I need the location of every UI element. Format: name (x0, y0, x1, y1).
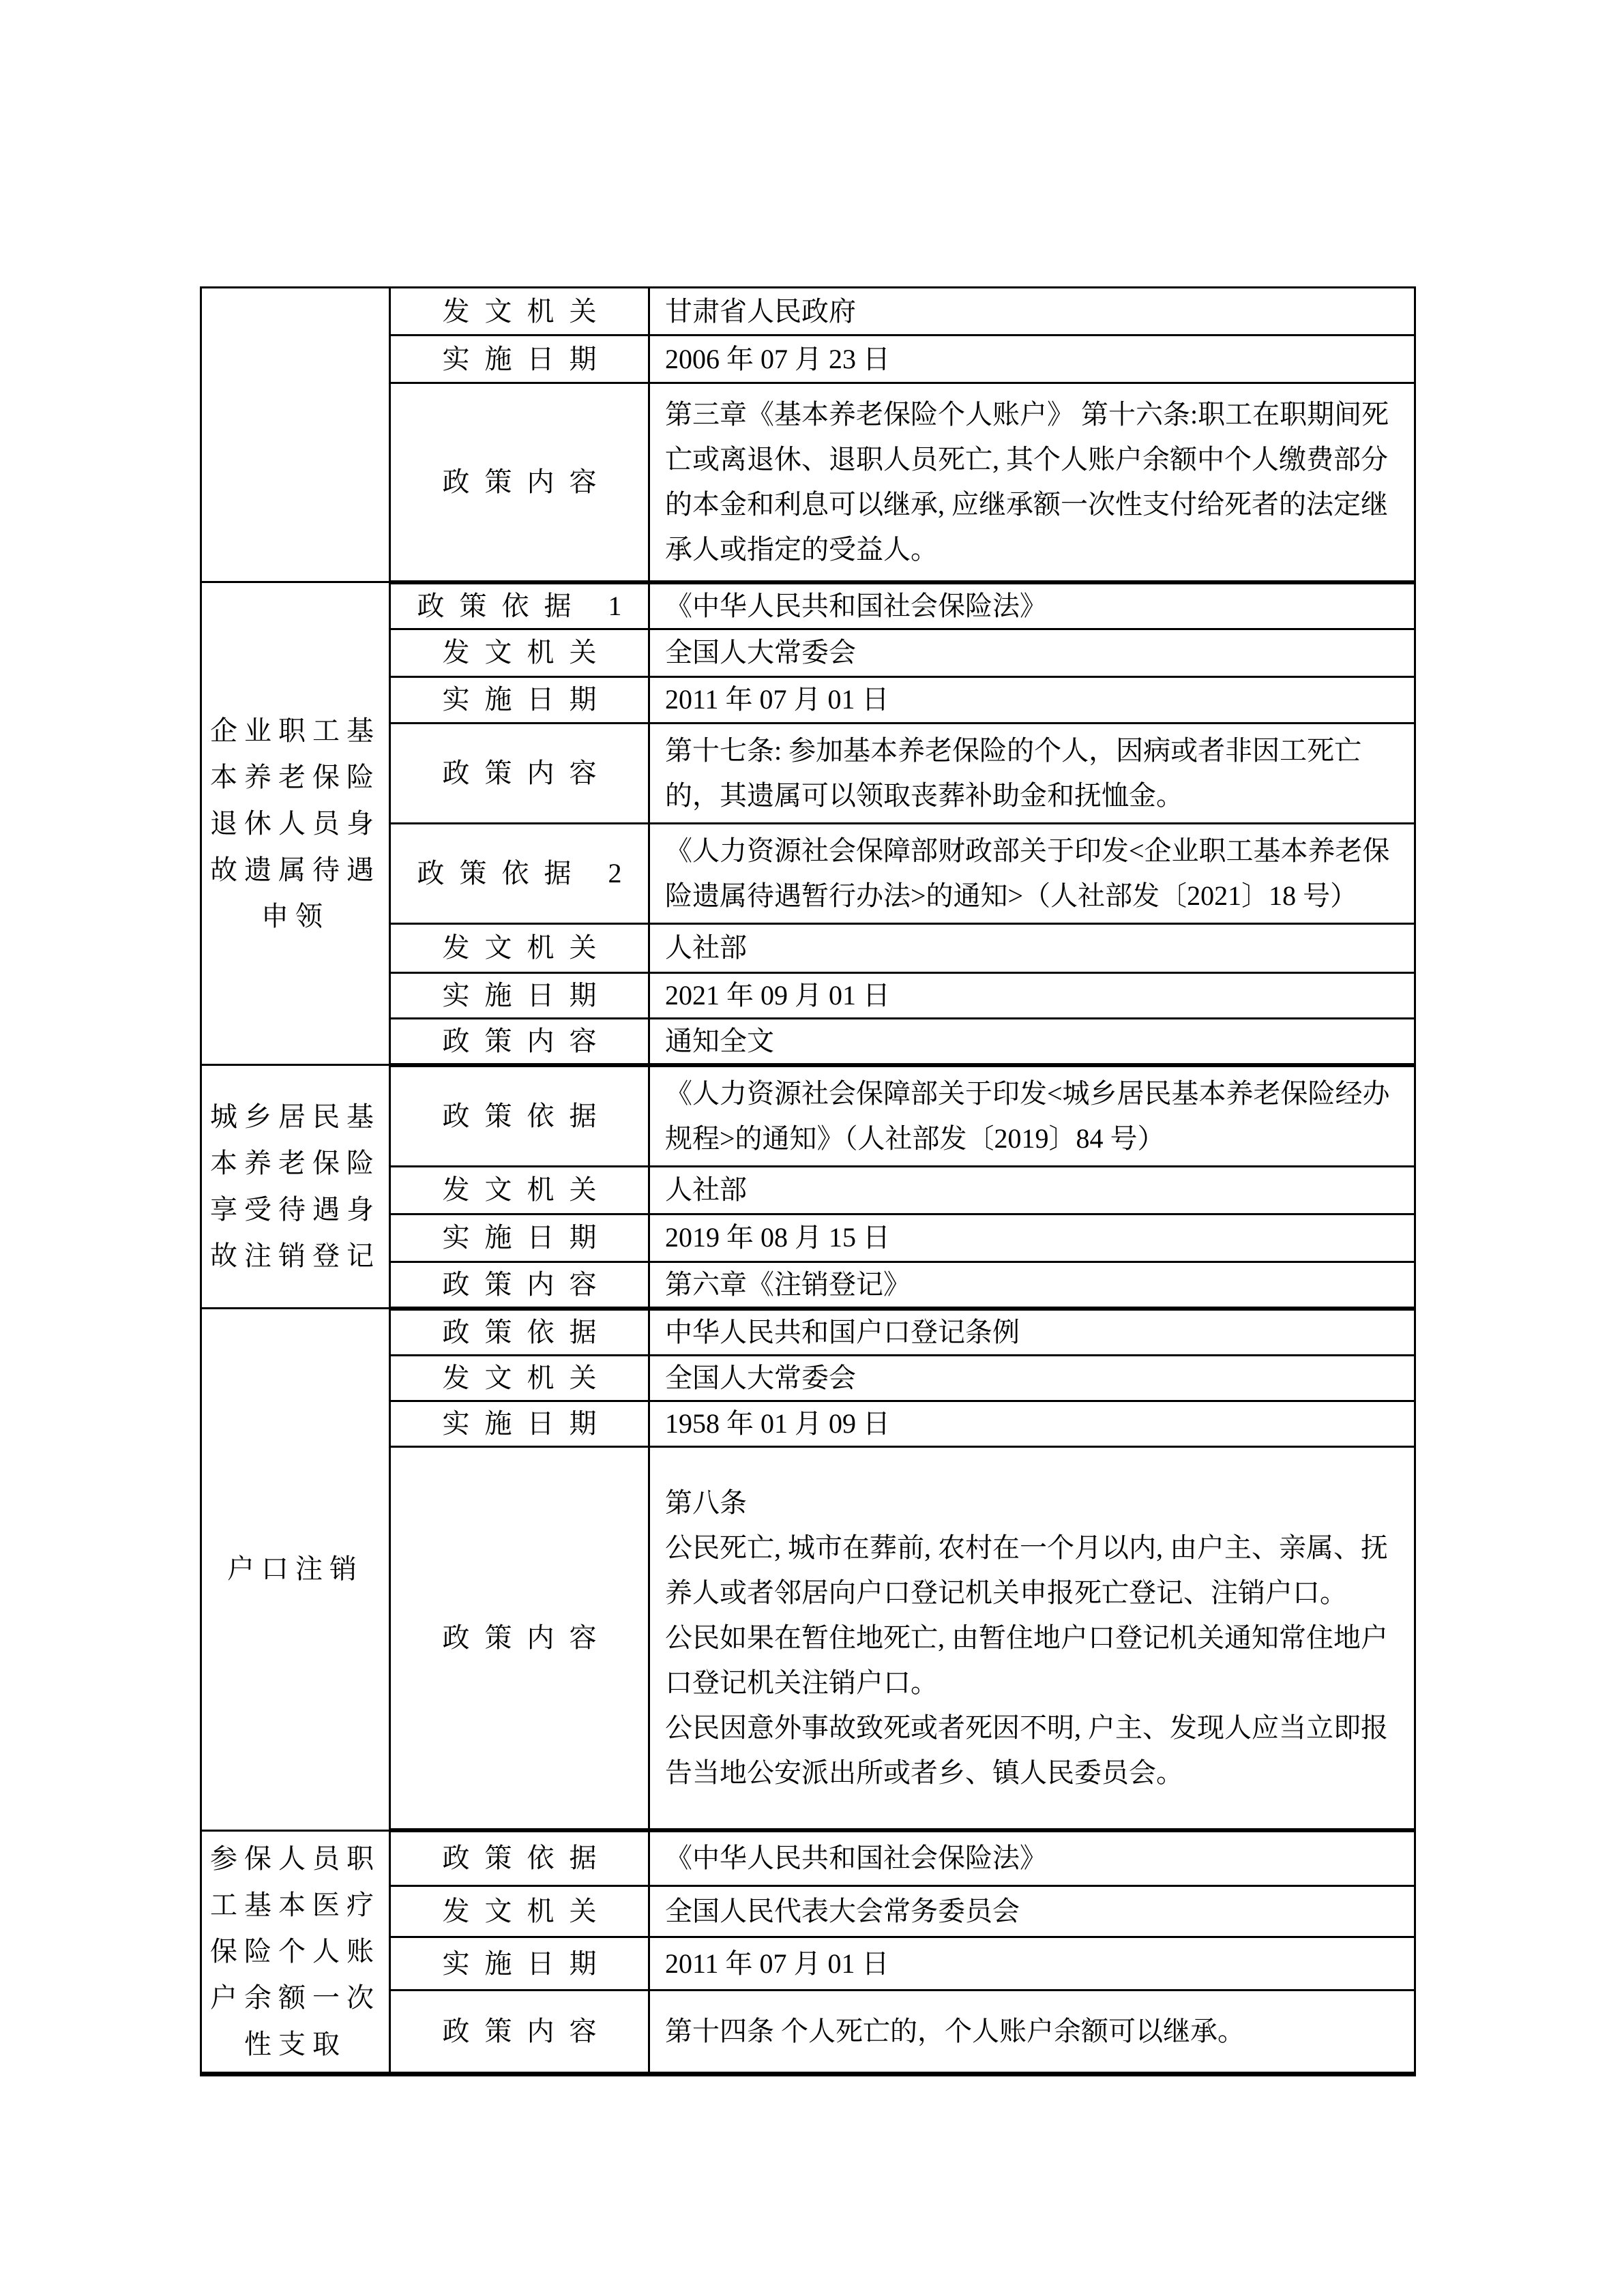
field-value-cell: 甘肃省人民政府 (649, 288, 1415, 336)
category-cell: 城乡居民基本养老保险享受待遇身故注销登记 (201, 1065, 390, 1309)
field-label-cell: 实施日期 (390, 1937, 649, 1991)
category-cell: 参保人员职工基本医疗保险个人账户余额一次性支取 (201, 1830, 390, 2074)
field-label-cell: 发文机关 (390, 629, 649, 676)
field-value-cell (649, 1446, 1415, 1830)
table-row (201, 1830, 1415, 1885)
field-value-cell: 第六章《注销登记》 (649, 1262, 1415, 1309)
field-value-cell: 第十七条: 参加基本养老保险的个人，因病或者非因工死亡的，其遗属可以领取丧葬补助金和抚恤金。 (649, 723, 1415, 823)
field-label-cell: 政策依据 2 (390, 823, 649, 923)
field-label-cell: 实施日期 (390, 1214, 649, 1262)
policy-text-line: 公民死亡, 城市在葬前, 农村在一个月以内, 由户主、亲属、抚养人或者邻居向户口登记机关申报死亡登记、注销户口。 (665, 1532, 1388, 1608)
field-value-cell: 人社部 (649, 1166, 1415, 1214)
field-value-cell: 《人力资源社会保障部财政部关于印发<企业职工基本养老保险遗属待遇暂行办法>的通知>（人社部发〔2021〕18 号） (649, 823, 1415, 923)
field-value-cell: 2011 年 07 月 01 日 (649, 676, 1415, 723)
field-value-cell: 2006 年 07 月 23 日 (649, 336, 1415, 383)
field-label-cell: 政策内容 (390, 1446, 649, 1830)
field-value-cell: 1958 年 01 月 09 日 (649, 1401, 1415, 1446)
field-label-cell: 发文机关 (390, 288, 649, 336)
category-cell: 企业职工基本养老保险退休人员身故遗属待遇申领 (201, 582, 390, 1065)
policy-text-line: 第八条 (665, 1487, 747, 1518)
field-value-cell: 2019 年 08 月 15 日 (649, 1214, 1415, 1262)
field-value-cell: 中华人民共和国户口登记条例 (649, 1309, 1415, 1356)
field-value-cell: 《中华人民共和国社会保险法》 (649, 582, 1415, 629)
field-label-cell: 发文机关 (390, 923, 649, 972)
field-label-cell: 政策内容 (390, 1991, 649, 2074)
category-cell: 户口注销 (201, 1309, 390, 1831)
field-label-cell: 实施日期 (390, 972, 649, 1018)
field-value-cell: 第十四条 个人死亡的，个人账户余额可以继承。 (649, 1991, 1415, 2074)
field-label-cell: 实施日期 (390, 1401, 649, 1446)
field-value-cell: 2021 年 09 月 01 日 (649, 972, 1415, 1018)
field-value-cell: 全国人民代表大会常务委员会 (649, 1885, 1415, 1937)
field-label-cell: 实施日期 (390, 336, 649, 383)
field-label-cell: 政策依据 1 (390, 582, 649, 629)
field-value-cell: 全国人大常委会 (649, 1355, 1415, 1401)
field-value-cell: 通知全文 (649, 1018, 1415, 1065)
table-row (201, 288, 1415, 336)
policy-table (200, 286, 1416, 2076)
field-value-cell: 人社部 (649, 923, 1415, 972)
field-value-cell: 《人力资源社会保障部关于印发<城乡居民基本养老保险经办规程>的通知》（人社部发〔2019〕84 号） (649, 1065, 1415, 1167)
field-value-cell: 全国人大常委会 (649, 629, 1415, 676)
table-row (201, 1309, 1415, 1356)
field-label-cell: 政策内容 (390, 723, 649, 823)
field-label-cell: 政策依据 (390, 1065, 649, 1167)
field-label-cell: 政策依据 (390, 1830, 649, 1885)
field-label-cell: 政策内容 (390, 1018, 649, 1065)
field-label-cell: 实施日期 (390, 676, 649, 723)
field-label-cell: 政策内容 (390, 1262, 649, 1309)
field-value-cell: 《中华人民共和国社会保险法》 (649, 1830, 1415, 1885)
field-label-cell: 发文机关 (390, 1885, 649, 1937)
category-cell (201, 288, 390, 582)
policy-text-line: 公民因意外事故致死或者死因不明, 户主、发现人应当立即报告当地公安派出所或者乡、镇人民委员会。 (665, 1712, 1388, 1788)
field-label-cell: 发文机关 (390, 1166, 649, 1214)
table-row (201, 1065, 1415, 1167)
field-value-cell: 第三章《基本养老保险个人账户》 第十六条:职工在职期间死亡或离退休、退职人员死亡, 其个人账户余额中个人缴费部分的本金和利息可以继承, 应继承额一次性支付给死者的法定继承人或指定的受益人。 (649, 383, 1415, 582)
policy-text-line: 公民如果在暂住地死亡, 由暂住地户口登记机关通知常住地户口登记机关注销户口。 (665, 1622, 1388, 1698)
field-value-cell: 2011 年 07 月 01 日 (649, 1937, 1415, 1991)
field-label-cell: 政策依据 (390, 1309, 649, 1356)
field-label-cell: 发文机关 (390, 1355, 649, 1401)
table-row (201, 582, 1415, 629)
field-label-cell: 政策内容 (390, 383, 649, 582)
